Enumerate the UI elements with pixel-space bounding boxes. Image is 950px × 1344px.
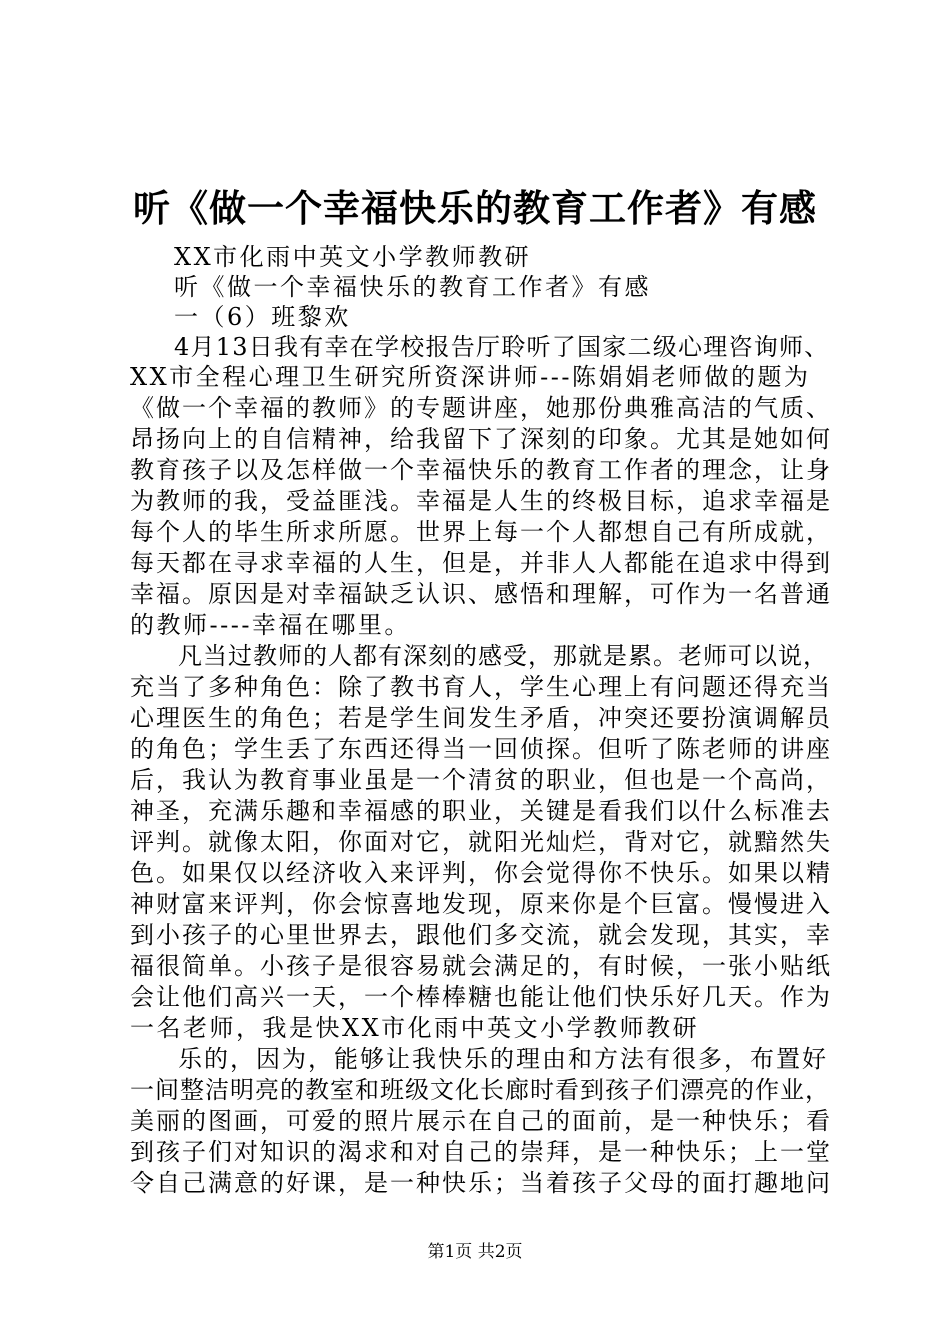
text-line: 《做一个幸福的教师》的专题讲座，她那份典雅高洁的气质、: [130, 394, 832, 422]
text-line: 色。如果仅以经济收入来评判，你会觉得你不快乐。如果以精: [130, 859, 832, 887]
text-line: XX市化雨中英文小学教师教研: [174, 243, 532, 271]
text-line: 到孩子们对知识的渴求和对自己的崇拜，是一种快乐；上一堂: [130, 1138, 832, 1166]
text-line: 心理医生的角色；若是学生间发生矛盾，冲突还要扮演调解员: [130, 704, 832, 732]
text-line: 一间整洁明亮的教室和班级文化长廊时看到孩子们漂亮的作业，: [130, 1076, 830, 1104]
text-line: 神财富来评判，你会惊喜地发现，原来你是个巨富。慢慢进入: [130, 890, 832, 918]
text-line: 一（6）班黎欢: [174, 303, 351, 331]
text-line: 教育孩子以及怎样做一个幸福快乐的教育工作者的理念，让身: [130, 456, 832, 484]
text-line: 4月13日我有幸在学校报告厅聆听了国家二级心理咨询师、: [174, 333, 830, 361]
text-line: 一名老师，我是快XX市化雨中英文小学教师教研: [130, 1014, 700, 1042]
text-line: 昂扬向上的自信精神，给我留下了深刻的印象。尤其是她如何: [130, 425, 832, 453]
text-line: 为教师的我，受益匪浅。幸福是人生的终极目标，追求幸福是: [130, 487, 832, 515]
text-line: 乐的，因为，能够让我快乐的理由和方法有很多，布置好: [178, 1045, 828, 1073]
text-line: 的角色；学生丢了东西还得当一回侦探。但听了陈老师的讲座: [130, 735, 832, 763]
document-title: 听《做一个幸福快乐的教育工作者》有感: [133, 187, 817, 230]
text-line: 每天都在寻求幸福的人生，但是，并非人人都能在追求中得到: [130, 549, 832, 577]
text-line: 神圣，充满乐趣和幸福感的职业，关键是看我们以什么标准去: [130, 797, 832, 825]
text-line: 美丽的图画，可爱的照片展示在自己的面前，是一种快乐；看: [130, 1107, 832, 1135]
text-line: 评判。就像太阳，你面对它，就阳光灿烂，背对它，就黯然失: [130, 828, 832, 856]
page-number: 第1页 共2页: [427, 1242, 523, 1262]
text-line: XX市全程心理卫生研究所资深讲师---陈娟娟老师做的题为: [130, 363, 811, 391]
text-line: 到小孩子的心里世界去，跟他们多交流，就会发现，其实，幸: [130, 921, 832, 949]
text-line: 每个人的毕生所求所愿。世界上每一个人都想自己有所成就，: [130, 518, 832, 546]
text-line: 幸福。原因是对幸福缺乏认识、感悟和理解，可作为一名普通: [130, 580, 832, 608]
text-line: 听《做一个幸福快乐的教育工作者》有感: [174, 273, 651, 301]
text-line: 福很简单。小孩子是很容易就会满足的，有时候，一张小贴纸: [130, 952, 832, 980]
text-line: 会让他们高兴一天，一个棒棒糖也能让他们快乐好几天。作为: [130, 983, 832, 1011]
text-line: 令自己满意的好课，是一种快乐；当着孩子父母的面打趣地问: [130, 1169, 832, 1197]
text-line: 的教师----幸福在哪里。: [130, 611, 411, 639]
text-line: 后，我认为教育事业虽是一个清贫的职业，但也是一个高尚，: [130, 766, 832, 794]
text-line: 充当了多种角色：除了教书育人，学生心理上有问题还得充当: [130, 673, 832, 701]
text-line: 凡当过教师的人都有深刻的感受，那就是累。老师可以说，: [178, 642, 828, 670]
